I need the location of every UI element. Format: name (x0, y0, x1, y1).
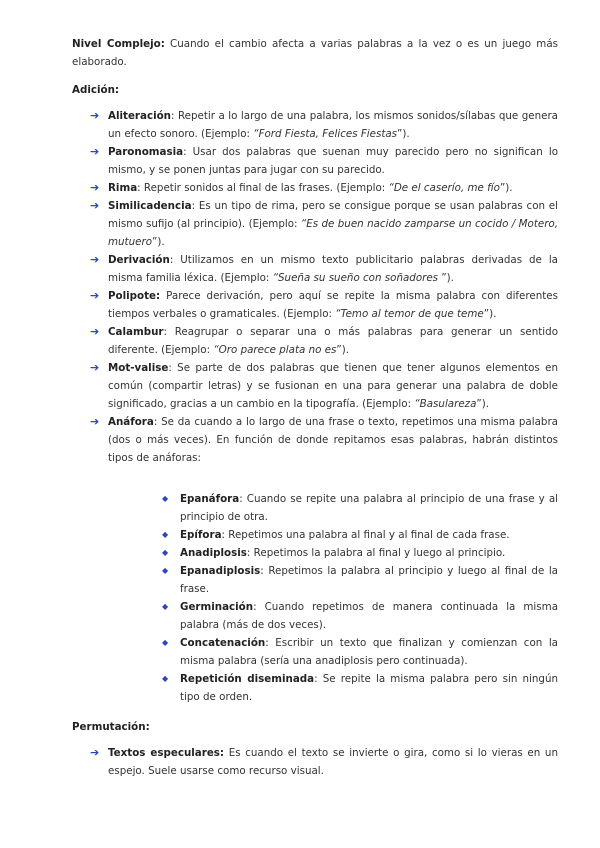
section-heading-permutacion: Permutación: (72, 721, 150, 733)
intro-term: Nivel Complejo: (72, 38, 165, 50)
arrow-bullet-icon: ➔ (90, 325, 100, 338)
list-item: ➔ Derivación: Utilizamos en un mismo texto publicitario palabras derivadas de la misma familia léxica. (Ejemplo: “Sueña su sueño con soñadores ”). (90, 253, 558, 284)
diamond-bullet-icon: ◆ (162, 530, 169, 539)
list-item: ➔ Aliteración: Repetir a lo largo de una palabra, los mismos sonidos/sílabas que genera un efecto sonoro. (Ejemplo: “Ford Fiesta, Felices Fiestas”). (90, 109, 558, 140)
diamond-bullet-icon: ◆ (162, 674, 169, 683)
intro-paragraph (72, 35, 558, 71)
arrow-bullet-icon: ➔ (90, 181, 100, 194)
list-item: ➔ Textos especulares: Es cuando el texto se invierte o gira, como si lo vieras en un espejo. Suele usarse como recurso visual. (90, 746, 558, 777)
list-item: ◆ Epífora: Repetimos una palabra al final y al final de cada frase. (162, 526, 558, 544)
list-item: ➔ Mot-valise: Se parte de dos palabras que tienen que tener algunos elementos en común (compartir letras) y se fusionan en una para generar una palabra de doble significado, gracias a un cambio en la tipografía. (Ejemplo: “Basulareza”). (90, 361, 558, 410)
list-item: ➔ Rima: Repetir sonidos al final de las frases. (Ejemplo: “De el caserío, me fío”). (90, 179, 558, 197)
list-item: ◆ Epanáfora: Cuando se repite una palabra al principio de una frase y al principio de otra. (162, 490, 558, 526)
arrow-bullet-icon: ➔ (90, 361, 100, 374)
diamond-bullet-icon: ◆ (162, 638, 169, 647)
list-item: ➔ Calambur: Reagrupar o separar una o más palabras para generar un sentido diferente. (Ejemplo: “Oro parece plata no es”). (90, 325, 558, 356)
diamond-bullet-icon: ◆ (162, 602, 169, 611)
arrow-bullet-icon: ➔ (90, 109, 100, 122)
list-item: ◆ Epanadiplosis: Repetimos la palabra al principio y luego al final de la frase. (162, 562, 558, 598)
list-item: ➔ Polipote: Parece derivación, pero aquí se repite la misma palabra con diferentes tiempos verbales o gramaticales. (Ejemplo: “Temo al temor de que teme”). (90, 289, 558, 320)
arrow-bullet-icon: ➔ (90, 746, 100, 759)
adicion-list (90, 107, 558, 467)
list-item: ➔ Anáfora: Se da cuando a lo largo de una frase o texto, repetimos una misma palabra (dos o más veces). En función de donde repitamos esas palabras, habrán distintos tipos de anáforas: (90, 415, 558, 464)
list-item: ◆ Repetición diseminada: Se repite la misma palabra pero sin ningún tipo de orden. (162, 670, 558, 706)
section-heading-adicion: Adición: (72, 84, 120, 96)
list-item: ➔ Paronomasia: Usar dos palabras que suenan muy parecido pero no significan lo mismo, y se ponen juntas para jugar con su parecido. (90, 145, 558, 176)
arrow-bullet-icon: ➔ (90, 415, 100, 428)
arrow-bullet-icon: ➔ (90, 253, 100, 266)
list-item: ◆ Concatenación: Escribir un texto que finalizan y comienzan con la misma palabra (sería una anadiplosis pero continuada). (162, 634, 558, 670)
list-item: ◆ Germinación: Cuando repetimos de manera continuada la misma palabra (más de dos veces). (162, 598, 558, 634)
list-item: ➔ Similicadencia: Es un tipo de rima, pero se consigue porque se usan palabras con el mismo sufijo (al principio). (Ejemplo: “Es de buen nacido zamparse un cocido / Motero, mutuero”). (90, 199, 558, 248)
arrow-bullet-icon: ➔ (90, 145, 100, 158)
diamond-bullet-icon: ◆ (162, 494, 169, 503)
arrow-bullet-icon: ➔ (90, 199, 100, 212)
diamond-bullet-icon: ◆ (162, 548, 169, 557)
arrow-bullet-icon: ➔ (90, 289, 100, 302)
anafora-types-list (162, 490, 558, 706)
list-item: ◆ Anadiplosis: Repetimos la palabra al final y luego al principio. (162, 544, 558, 562)
intro-text: Cuando el cambio afecta a varias palabras a la vez o es un juego más elaborado. (72, 38, 558, 68)
permutacion-list (90, 744, 558, 780)
diamond-bullet-icon: ◆ (162, 566, 169, 575)
